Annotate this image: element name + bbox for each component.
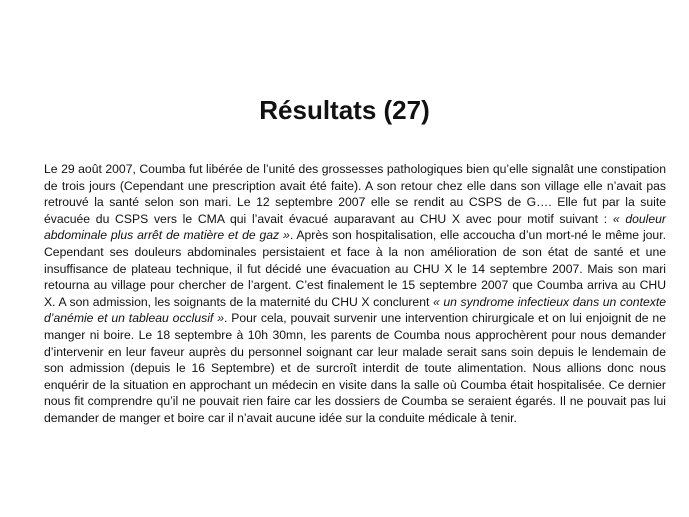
quoted-diagnosis: « un syndrome infectieux dans un contexte d’anémie et un tableau occlusif » bbox=[44, 294, 666, 326]
body-paragraph bbox=[44, 161, 666, 427]
paragraph-segment: Le 29 août 2007, Coumba fut libérée de l’unité des grossesses pathologiques bien qu’elle signalât une constipation de trois jours (Cependant une prescription avait été faite). A son retour chez elle dans son village elle n’avait pas retrouvé la santé selon son mari. Le 12 septembre 2007 elle se rendit au CSPS de G…. Elle fut par la suite évacuée du CSPS vers le CMA qui l’avait évacué auparavant au CHU X avec pour motif suivant : bbox=[44, 162, 666, 226]
slide-title: Résultats (27) bbox=[259, 95, 430, 125]
quoted-motif: « douleur abdominale plus arrêt de matière et de gaz » bbox=[44, 211, 666, 243]
paragraph-segment: . Après son hospitalisation, elle accoucha d’un mort-né le même jour. Cependant ses douleurs abdominales persistaient et face à la non amélioration de son état de santé et une insuffisance de plateau technique, il fut décidé une évacuation au CHU X le 14 septembre 2007. Mais son mari retourna au village pour chercher de l’argent. C’est finalement le 15 septembre 2007 que Coumba arriva au CHU X. A son admission, les soignants de la maternité du CHU X conclurent bbox=[44, 228, 666, 309]
paragraph-segment: . Pour cela, pouvait survenir une intervention chirurgicale et on lui enjoignit de ne manger ni boire. Le 18 septembre à 10h 30mn, les parents de Coumba nous approchèrent pour nous demander d’intervenir en leur faveur auprès du personnel soignant car leur malade serait sans soin depuis le lendemain de son admission (depuis le 16 Septembre) et de surcroît interdit de toute alimentation. Nous allions donc nous enquérir de la situation en approchant un médecin en visite dans la salle où Coumba était hospitalisée. Ce dernier nous fit comprendre qu’il ne pouvait rien faire car les dossiers de Coumba se seraient égarés. Il ne pouvait pas lui demander de manger et boire car il n’avait aucune idée sur la conduite médicale à tenir. bbox=[44, 311, 666, 425]
